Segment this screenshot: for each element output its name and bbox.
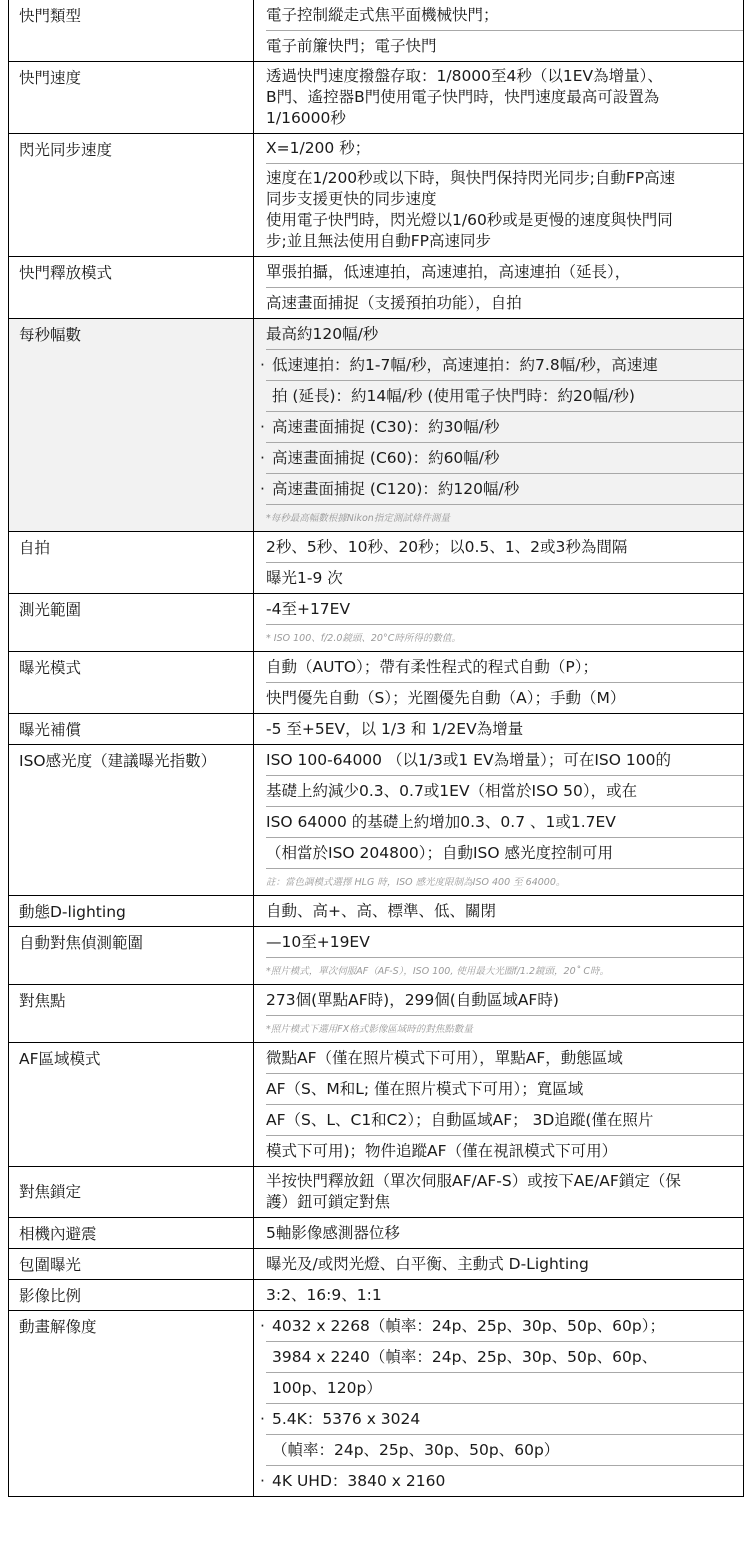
spec-label: 每秒幅數 (8, 319, 254, 531)
spec-label: 快門速度 (8, 62, 254, 133)
spec-bullet-line: 100p、120p） (266, 1373, 743, 1404)
spec-value (254, 896, 744, 926)
spec-row (8, 745, 744, 896)
spec-label: 相機內避震 (8, 1218, 254, 1248)
spec-text: 護）鈕可鎖定對焦 (266, 1193, 391, 1211)
spec-row (8, 1311, 744, 1497)
spec-text: 步;並且無法使用自動FP高速同步 (266, 232, 491, 250)
spec-line: 模式下可用)；物件追蹤AF（僅在視訊模式下可用） (266, 1142, 618, 1160)
spec-label: 對焦鎖定 (8, 1167, 254, 1217)
spec-bullet-line: 拍 (延長)：約14幅/秒 (使用電子快門時：約20幅/秒) (266, 381, 743, 412)
spec-bullet-line: · 高速畫面捕捉 (C60)：約60幅/秒 (266, 443, 743, 474)
spec-line: —10至+19EV (266, 927, 743, 958)
spec-value (254, 652, 744, 713)
spec-label: 對焦點 (8, 985, 254, 1042)
spec-value (254, 319, 744, 531)
spec-line: 曝光及/或閃光燈、白平衡、主動式 D-Lighting (266, 1255, 589, 1273)
spec-value (254, 257, 744, 318)
spec-value (254, 1218, 744, 1248)
spec-bullet-line: · 高速畫面捕捉 (C120)：約120幅/秒 (266, 474, 743, 505)
spec-line: ISO 100-64000 （以1/3或1 EV為增量）；可在ISO 100的 (266, 745, 743, 776)
spec-line: 曝光1-9 次 (266, 569, 343, 587)
spec-line: 自動（AUTO）；帶有柔性程式的程式自動（P）； (266, 652, 743, 683)
spec-row (8, 134, 744, 257)
spec-bullet-line: · 低速連拍：約1-7幅/秒，高速連拍：約7.8幅/秒，高速連 (266, 350, 743, 381)
spec-row (8, 62, 744, 134)
spec-value (254, 1167, 744, 1217)
spec-line: 電子前簾快門；電子快門 (266, 37, 437, 55)
spec-label: 測光範圍 (8, 594, 254, 651)
spec-value (254, 1249, 744, 1279)
spec-line: ISO 64000 的基礎上約增加0.3、0.7 、1或1.7EV (266, 807, 743, 838)
spec-text: B門、遙控器B門使用電子快門時，快門速度最高可設置為 (266, 88, 660, 106)
spec-label: 快門釋放模式 (8, 257, 254, 318)
spec-text: 速度在1/200秒或以下時，與快門保持閃光同步;自動FP高速 (266, 169, 676, 187)
spec-value (254, 714, 744, 744)
spec-text: X=1/200 秒； (266, 139, 371, 157)
spec-line: 3:2、16:9、1:1 (266, 1286, 382, 1304)
spec-line: -5 至+5EV，以 1/3 和 1/2EV為增量 (266, 720, 524, 738)
spec-row (8, 1280, 744, 1311)
spec-value (254, 0, 744, 61)
spec-text: 1/16000秒 (266, 109, 346, 127)
spec-value (254, 1311, 744, 1496)
spec-row (8, 594, 744, 652)
spec-text: 同步支援更快的同步速度 (266, 190, 437, 208)
spec-row (8, 927, 744, 985)
spec-footnote: *照片模式下選用FX格式影像區域時的對焦點數量 (266, 1024, 473, 1035)
spec-label: 曝光補償 (8, 714, 254, 744)
spec-label: AF區域模式 (8, 1043, 254, 1166)
spec-line: -4至+17EV (266, 594, 743, 625)
spec-row (8, 0, 744, 62)
spec-footnote: * ISO 100、f/2.0鏡頭、20°C時所得的數值。 (266, 633, 461, 644)
spec-value (254, 134, 744, 256)
spec-line: 單張拍攝，低速連拍，高速連拍，高速連拍（延長）， (266, 257, 743, 288)
spec-line: 電子控制縱走式焦平面機械快門； (266, 0, 743, 31)
spec-row (8, 714, 744, 745)
spec-row (8, 532, 744, 594)
spec-label: 自動對焦偵測範圍 (8, 927, 254, 984)
spec-paragraph (266, 164, 743, 256)
spec-row (8, 1249, 744, 1280)
spec-bullet-line: · 5.4K：5376 x 3024 (266, 1404, 743, 1435)
spec-row (8, 1167, 744, 1218)
spec-value (254, 745, 744, 895)
spec-text: 透過快門速度撥盤存取：1/8000至4秒（以1EV為增量）、 (266, 67, 663, 85)
spec-label: ISO感光度（建議曝光指數） (8, 745, 254, 895)
spec-value (254, 1280, 744, 1310)
spec-footnote: *每秒最高幅數根據Nikon指定測試條件測量 (266, 513, 450, 524)
spec-line: （相當於ISO 204800）；自動ISO 感光度控制可用 (266, 838, 743, 869)
spec-line: 自動、高+、高、標準、低、關閉 (266, 902, 496, 920)
spec-label: 快門類型 (8, 0, 254, 61)
spec-line: 快門優先自動（S）；光圈優先自動（A）；手動（M） (266, 689, 626, 707)
spec-paragraph (266, 134, 743, 164)
spec-paragraph (266, 1167, 743, 1217)
spec-line: 5軸影像感測器位移 (266, 1224, 400, 1242)
spec-line: 273個(單點AF時)，299個(自動區域AF時) (266, 985, 743, 1016)
spec-value (254, 62, 744, 133)
spec-label: 曝光模式 (8, 652, 254, 713)
spec-footnote: *照片模式，單次伺服AF（AF-S），ISO 100, 使用最大光圈f/1.2鏡頭，20˚ C時。 (266, 966, 610, 977)
spec-line: 2秒、5秒、10秒、20秒；以0.5、1、2或3秒為間隔 (266, 532, 743, 563)
spec-footnote: 註：當色調模式選擇 HLG 時，ISO 感光度限制為ISO 400 至 64000。 (266, 877, 566, 888)
spec-bullet-line: （幀率：24p、25p、30p、50p、60p） (266, 1435, 743, 1466)
spec-row (8, 896, 744, 927)
spec-bullet-line: · 4K UHD：3840 x 2160 (266, 1466, 743, 1496)
spec-line: 微點AF（僅在照片模式下可用），單點AF，動態區域 (266, 1043, 743, 1074)
spec-line: AF（S、M和L; 僅在照片模式下可用）；寬區域 (266, 1074, 743, 1105)
spec-value (254, 594, 744, 651)
spec-bullet-line: · 4032 x 2268（幀率：24p、25p、30p、50p、60p）； (266, 1311, 743, 1342)
spec-label: 自拍 (8, 532, 254, 593)
spec-value (254, 927, 744, 984)
spec-row (8, 1043, 744, 1167)
spec-row (8, 652, 744, 714)
spec-table (8, 0, 744, 1497)
spec-line: 高速畫面捕捉（支援預拍功能），自拍 (266, 294, 522, 312)
spec-value (254, 532, 744, 593)
spec-label: 動態D-lighting (8, 896, 254, 926)
spec-label: 閃光同步速度 (8, 134, 254, 256)
spec-row (8, 1218, 744, 1249)
spec-label: 包圍曝光 (8, 1249, 254, 1279)
spec-bullet-line: · 高速畫面捕捉 (C30)：約30幅/秒 (266, 412, 743, 443)
spec-value (254, 1043, 744, 1166)
spec-row (8, 319, 744, 532)
spec-row (8, 985, 744, 1043)
spec-label: 動畫解像度 (8, 1311, 254, 1496)
spec-text: 半按快門釋放鈕（單次伺服AF/AF-S）或按下AE/AF鎖定（保 (266, 1172, 681, 1190)
spec-line: AF（S、L、C1和C2）；自動區域AF； 3D追蹤(僅在照片 (266, 1105, 743, 1136)
spec-paragraph (266, 62, 743, 133)
spec-label: 影像比例 (8, 1280, 254, 1310)
spec-bullet-line: 3984 x 2240（幀率：24p、25p、30p、50p、60p、 (266, 1342, 743, 1373)
spec-line: 基礎上約減少0.3、0.7或1EV（相當於ISO 50），或在 (266, 776, 743, 807)
spec-value (254, 985, 744, 1042)
spec-row (8, 257, 744, 319)
spec-line: 最高約120幅/秒 (266, 319, 743, 350)
spec-text: 使用電子快門時，閃光燈以1/60秒或是更慢的速度與快門同 (266, 211, 673, 229)
